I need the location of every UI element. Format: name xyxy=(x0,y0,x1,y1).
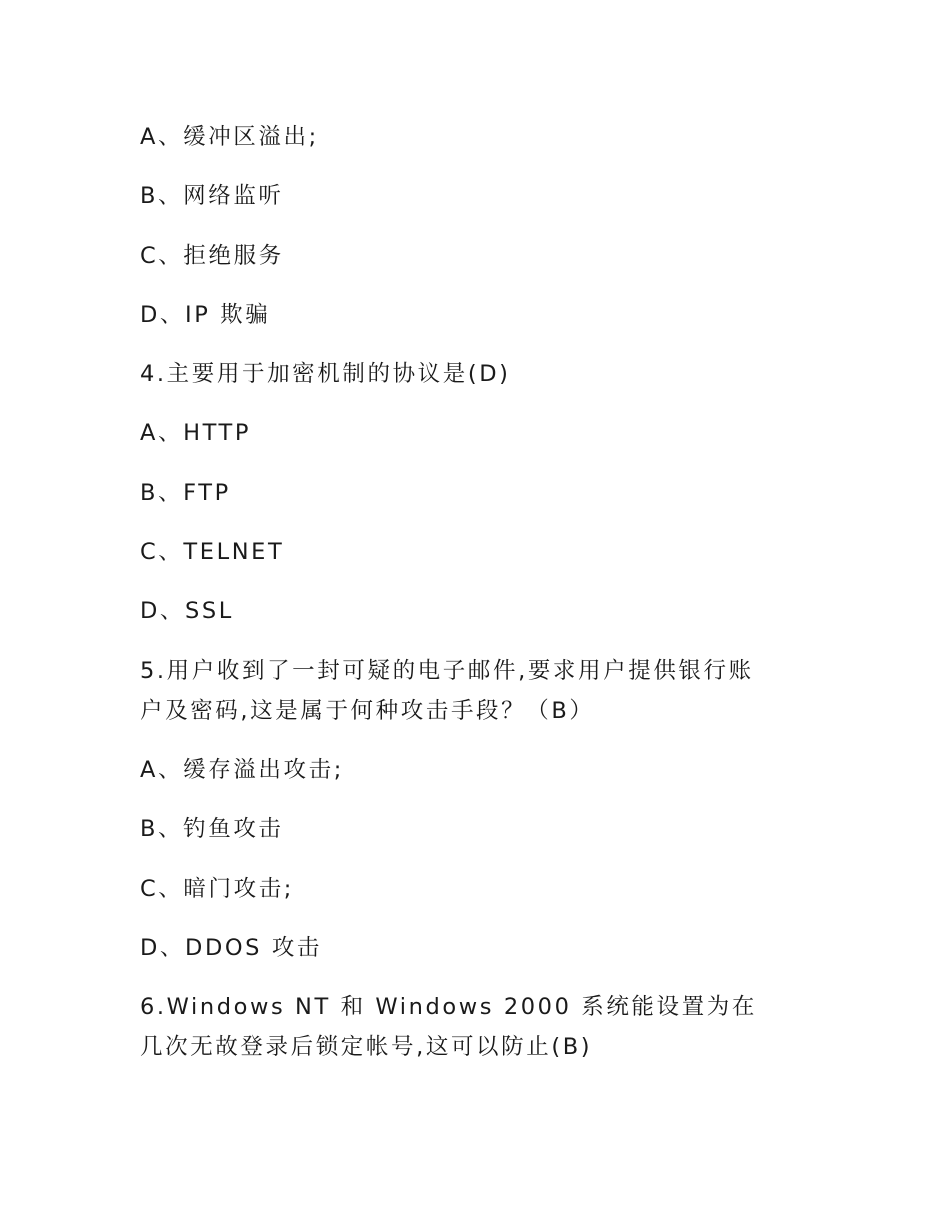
question-5-option-a: A、缓存溢出攻击; xyxy=(140,756,344,783)
question-4-option-d: D、SSL xyxy=(140,598,234,625)
question-4-option-c: C、TELNET xyxy=(140,539,285,566)
question-6-line-2: 几次无故登录后锁定帐号,这可以防止(B) xyxy=(140,1034,593,1061)
question-6 xyxy=(140,987,820,1067)
option-b-network-sniffing: B、网络监听 xyxy=(140,183,284,210)
question-5-line-1: 5.用户收到了一封可疑的电子邮件,要求用户提供银行账 xyxy=(140,657,754,684)
option-c-denial-of-service: C、拒绝服务 xyxy=(140,242,284,269)
option-d-ip-spoofing: D、IP 欺骗 xyxy=(140,301,271,328)
question-4-option-a: A、HTTP xyxy=(140,420,252,447)
option-a-buffer-overflow: A、缓冲区溢出; xyxy=(140,124,319,150)
question-5-option-b: B、钓鱼攻击 xyxy=(140,816,284,843)
question-6-line-1: 6.Windows NT 和 Windows 2000 系统能设置为在 xyxy=(140,994,757,1021)
question-5-line-2: 户及密码,这是属于何种攻击手段？（B） xyxy=(140,697,595,724)
question-5-option-c: C、暗门攻击; xyxy=(140,875,294,902)
document-content xyxy=(140,117,820,1086)
question-4-option-b: B、FTP xyxy=(140,479,231,506)
question-5 xyxy=(140,651,820,731)
question-4: 4.主要用于加密机制的协议是(D) xyxy=(140,361,511,388)
question-5-option-d: D、DDOS 攻击 xyxy=(140,934,323,961)
